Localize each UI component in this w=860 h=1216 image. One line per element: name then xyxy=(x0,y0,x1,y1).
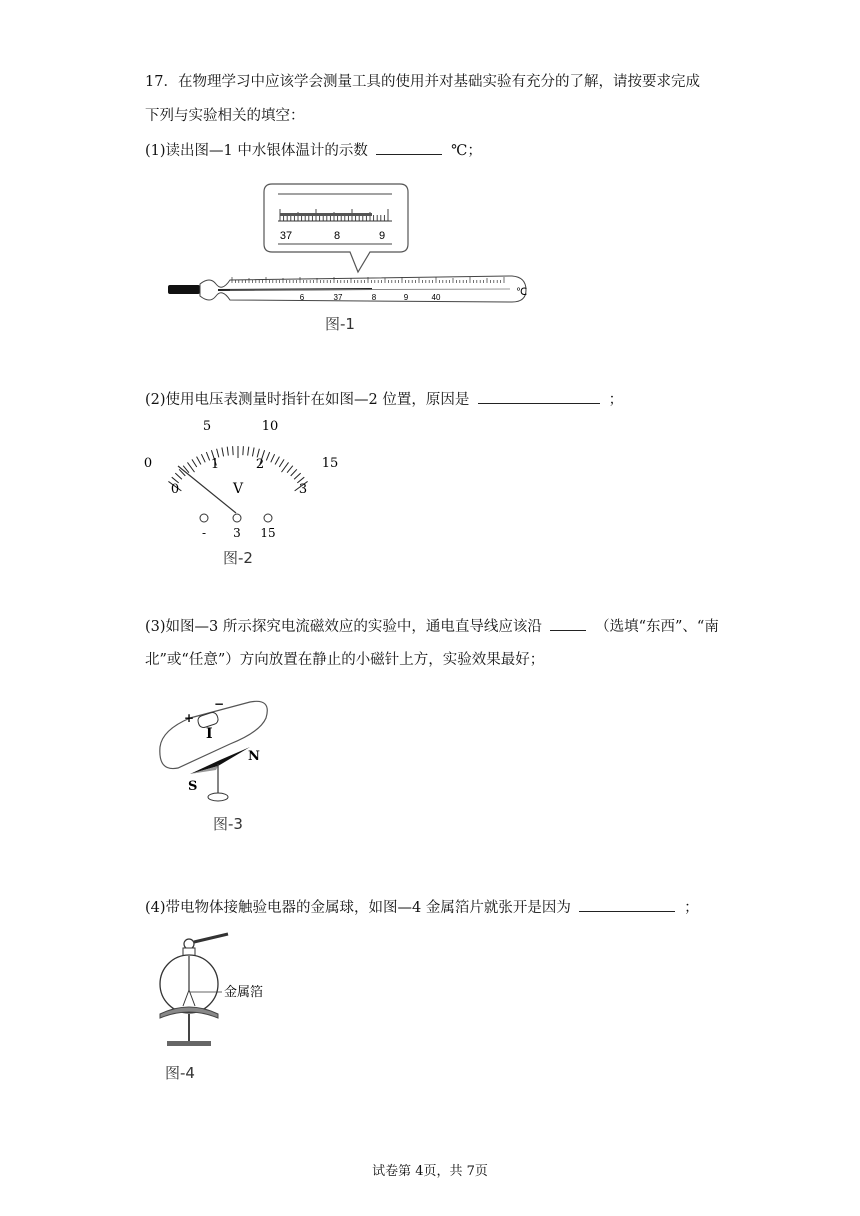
zoom-tick-label-9: 9 xyxy=(378,230,386,242)
voltmeter-dial-tick xyxy=(233,446,234,455)
terminal-negative xyxy=(200,514,208,522)
part4-suffix: ； xyxy=(684,900,699,916)
voltmeter-dial-tick xyxy=(192,459,197,467)
voltmeter-dial-tick xyxy=(266,452,269,460)
part1-prefix: (1)读出图—1 中水银体温计的示数 xyxy=(145,143,368,159)
voltmeter-dial-tick xyxy=(175,473,182,479)
part3-suffix: （选填“东西”、“南 xyxy=(595,619,719,635)
scale-label-6: 6 xyxy=(299,293,305,302)
part2-text xyxy=(145,389,623,410)
voltmeter-needle xyxy=(178,466,236,513)
voltmeter-dial-tick xyxy=(201,454,205,462)
part4-prefix: (4)带电物体接触验电器的金属球，如图—4 金属箔片就张开是因为 xyxy=(145,900,571,916)
voltmeter-inner-2: 2 xyxy=(255,457,265,472)
electroscope-figure xyxy=(150,930,290,1090)
part3-line2: 北”或“任意”）方向放置在静止的小磁针上方，实验效果最好； xyxy=(145,652,545,668)
voltmeter-dial-tick xyxy=(187,462,194,472)
part3-prefix: (3)如图—3 所示探究电流磁效应的实验中，通电直导线应该沿 xyxy=(145,619,542,635)
page-footer: 试卷第 4页，共 7页 xyxy=(372,1164,488,1179)
figure2-caption: 图-2 xyxy=(223,549,253,567)
terminal-label-3: 3 xyxy=(233,526,241,540)
part1-suffix: ℃； xyxy=(451,143,482,159)
minus-sign: − xyxy=(214,697,225,711)
thermometer-figure xyxy=(160,176,540,336)
voltmeter-dial-tick xyxy=(227,447,228,456)
zoom-tick-label-8: 8 xyxy=(333,230,341,242)
scale-label-9: 9 xyxy=(403,293,409,302)
voltmeter-inner-3: 3 xyxy=(298,482,308,497)
figure1-caption: 图-1 xyxy=(325,315,355,333)
zoom-tick-label-37: 37 xyxy=(279,230,293,242)
figure4-caption: 图-4 xyxy=(165,1064,195,1082)
part2-answer-blank[interactable] xyxy=(478,389,600,404)
part3-answer-blank[interactable] xyxy=(550,616,586,631)
voltmeter-dial-tick xyxy=(294,473,301,479)
voltmeter-dial-tick xyxy=(281,462,288,472)
scale-label-40: 40 xyxy=(431,293,441,302)
voltmeter-dial-tick xyxy=(271,454,275,462)
magnetic-needle-figure xyxy=(150,692,280,842)
part1-answer-blank[interactable] xyxy=(376,140,442,155)
scale-label-8: 8 xyxy=(371,293,377,302)
voltmeter-dial-tick xyxy=(287,466,293,473)
voltmeter-outer-15: 15 xyxy=(321,456,339,471)
voltmeter-dial-tick xyxy=(248,447,249,456)
question-intro-line2: 下列与实验相关的填空： xyxy=(145,108,305,124)
terminal-15 xyxy=(264,514,272,522)
voltmeter-outer-10: 10 xyxy=(261,419,279,434)
voltmeter-figure xyxy=(140,414,350,574)
terminal-label-negative: - xyxy=(201,526,207,540)
voltmeter-dial-tick xyxy=(279,459,284,467)
thermometer-unit: ℃ xyxy=(516,287,528,298)
scale-label-37: 37 xyxy=(333,293,343,302)
voltmeter-dial-tick xyxy=(291,469,297,476)
voltmeter-outer-5: 5 xyxy=(202,419,212,434)
part2-prefix: (2)使用电压表测量时指针在如图—2 位置，原因是 xyxy=(145,392,470,408)
voltmeter-dial-tick xyxy=(222,448,224,457)
voltmeter-dial-tick xyxy=(275,457,279,465)
part3-line1 xyxy=(145,616,719,637)
part1-text xyxy=(145,140,482,161)
voltmeter-unit: V xyxy=(232,481,244,497)
north-label: N xyxy=(248,749,260,764)
question-number: 17． xyxy=(145,74,178,90)
part2-suffix: ； xyxy=(608,392,624,408)
voltmeter-dial-tick xyxy=(206,452,209,460)
voltmeter-outer-0: 0 xyxy=(143,456,153,471)
terminal-3 xyxy=(233,514,241,522)
part4-text xyxy=(145,897,699,918)
part4-answer-blank[interactable] xyxy=(579,897,675,912)
question-intro-line1 xyxy=(145,72,700,92)
south-label: S xyxy=(188,779,198,794)
current-label: I xyxy=(206,726,213,742)
voltmeter-inner-1: 1 xyxy=(210,457,220,472)
voltmeter-dial-tick xyxy=(179,469,185,476)
voltmeter-dial-tick xyxy=(252,448,254,457)
plus-sign: + xyxy=(184,711,195,725)
voltmeter-dial-tick xyxy=(243,446,244,455)
voltmeter-dial-tick xyxy=(197,457,201,465)
figure3-caption: 图-3 xyxy=(213,815,243,833)
voltmeter-inner-0: 0 xyxy=(170,482,180,497)
question-intro-text: 在物理学习中应该学会测量工具的使用并对基础实验有充分的了解，请按要求完成 xyxy=(177,74,700,90)
foil-label: 金属箔 xyxy=(224,985,264,1000)
terminal-label-15: 15 xyxy=(260,526,276,540)
